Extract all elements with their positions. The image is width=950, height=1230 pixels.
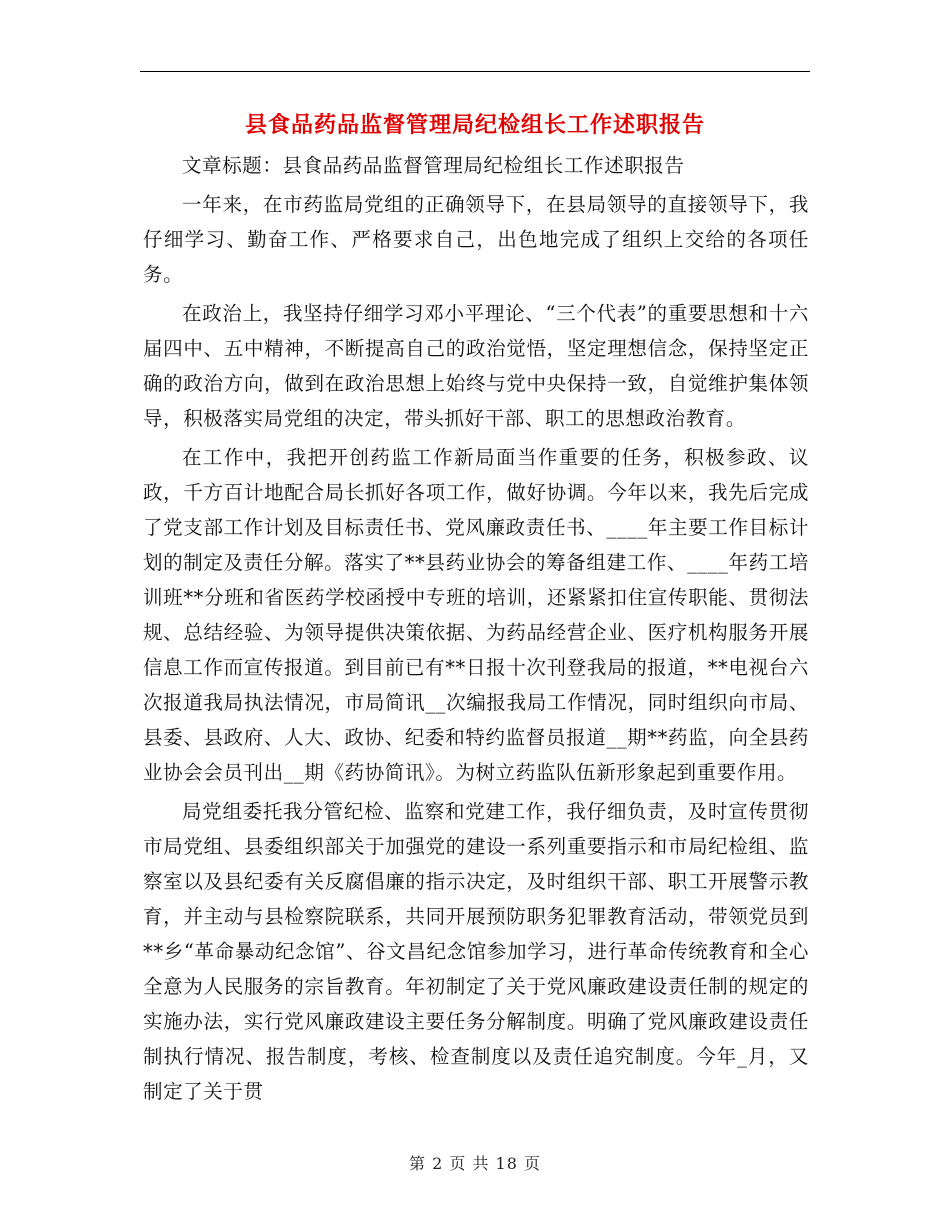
- paragraph-discipline: 局党组委托我分管纪检、监察和党建工作，我仔细负责，及时宣传贯彻市局党组、县委组织部关于加强党的建设一系列重要指示和市局纪检组、监察室以及县纪委有关反腐倡廉的指示决定，及时组织干部、职工开展警示教育，并主动与县检察院联系，共同开展预防职务犯罪教育活动，带领党员到**乡“革命暴动纪念馆”、谷文昌纪念馆参加学习，进行革命传统教育和全心全意为人民服务的宗旨教育。年初制定了关于党风廉政建设责任制的规定的实施办法，实行党风廉政建设主要任务分解制度。明确了党风廉政建设责任制执行情况、报告制度，考核、检查制度以及责任追究制度。今年_月，又制定了关于贯: [143, 800, 809, 1103]
- page-footer: [0, 1150, 950, 1178]
- paragraph-politics: 在政治上，我坚持仔细学习邓小平理论、“三个代表”的重要思想和十六届四中、五中精神，不断提高自己的政治觉悟，坚定理想信念，保持坚定正确的政治方向，做到在政治思想上始终与党中央保持一致，自觉维护集体领导，积极落实局党组的决定，带头抓好干部、职工的思想政治教育。: [143, 302, 809, 430]
- page-number: 第 2 页 共 18 页: [409, 1154, 541, 1173]
- document-title: 县食品药品监督管理局纪检组长工作述职报告: [244, 112, 705, 138]
- header-rule: [140, 71, 810, 72]
- paragraph-intro: 一年来，在市药监局党组的正确领导下，在县局领导的直接领导下，我仔细学习、勤奋工作、严格要求自己，出色地完成了组织上交给的各项任务。: [143, 193, 809, 286]
- document-body: [143, 148, 809, 1109]
- paragraph-article-title: 文章标题：县食品药品监督管理局纪检组长工作述职报告: [182, 154, 685, 177]
- paragraph-work: 在工作中，我把开创药监工作新局面当作重要的任务，积极参政、议政，千方百计地配合局长抓好各项工作，做好协调。今年以来，我先后完成了党支部工作计划及目标责任书、党风廉政责任书、____年主要工作目标计划的制定及责任分解。落实了**县药业协会的筹备组建工作、____年药工培训班**分班和省医药学校函授中专班的培训，还紧紧扣住宣传职能、贯彻法规、总结经验、为领导提供决策依据、为药品经营企业、医疗机构服务开展信息工作而宣传报道。到目前已有**日报十次刊登我局的报道，**电视台六次报道我局执法情况，市局简讯__次编报我局工作情况，同时组织向市局、县委、县政府、人大、政协、纪委和特约监督员报道__期**药监，向全县药业协会会员刊出__期《药协简讯》。为树立药监队伍新形象起到重要作用。: [143, 446, 809, 784]
